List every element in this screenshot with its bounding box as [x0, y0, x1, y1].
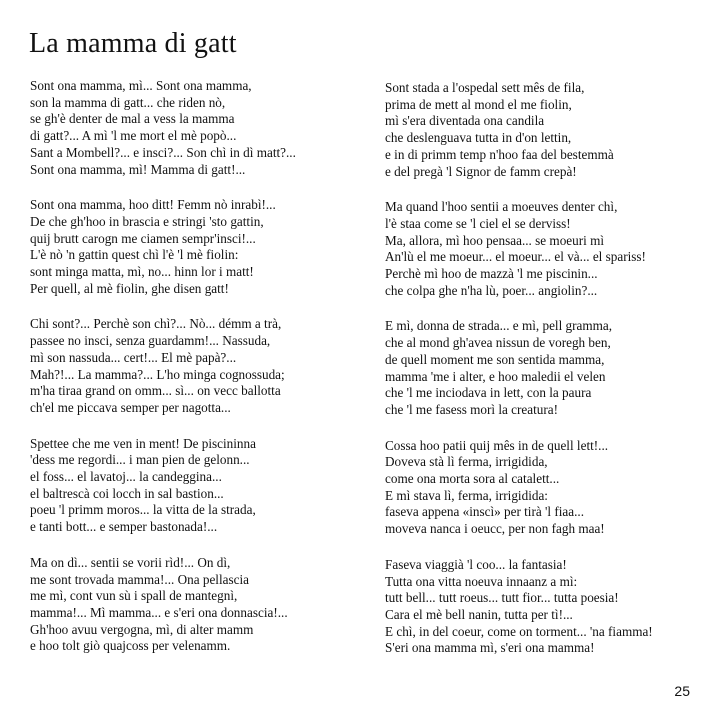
stanza: [30, 316, 360, 416]
poem-line: Per quell, al mè fiolin, ghe disen gatt!: [30, 280, 229, 296]
poem-line: passee no insci, senza guardamm!... Nassuda,: [30, 333, 271, 349]
poem-line: mì s'era diventada ona candila: [385, 113, 545, 129]
poem-line: Ma, allora, mì hoo pensaa... se moeuri mì: [385, 232, 605, 248]
poem-line: poeu 'l primm moros... la vitta de la strada,: [30, 502, 256, 518]
poem-line: Gh'hoo avuu vergogna, mì, di alter mamm: [30, 621, 254, 637]
poem-line: S'eri ona mamma mì, s'eri ona mamma!: [385, 640, 595, 656]
stanza: [385, 199, 710, 299]
poem-line: Chi sont?... Perchè son chì?... Nò... démm a trà,: [30, 316, 282, 332]
poem-line: Tutta ona vitta noeuva innaanz a mì:: [385, 573, 578, 589]
poem-line: E mì stava lì, ferma, irrigidida:: [385, 487, 548, 503]
poem-title: La mamma di gatt: [29, 28, 237, 59]
poem-line: Spettee che me ven in ment! De piscininna: [30, 435, 256, 451]
stanza: [385, 557, 710, 657]
poem-line: el foss... el lavatoj... la candeggina...: [30, 469, 222, 485]
poem-line: m'ha tiraa grand on omm... sì... on vecc ballotta: [30, 383, 281, 399]
poem-line: An'lù el me moeur... el moeur... el và... el spariss!: [385, 249, 646, 265]
poem-line: De che gh'hoo in brascia e stringi 'sto gattin,: [30, 213, 264, 229]
poem-line: quij brutt carogn me ciamen sempr'insci!...: [30, 230, 256, 246]
poem-line: che deslenguava tutta in d'on lettin,: [385, 130, 572, 146]
stanza: [30, 436, 360, 536]
poem-line: 'dess me regordi... i man pien de gelonn...: [30, 452, 250, 468]
poem-line: Sont ona mamma, hoo ditt! Femm nò inrabì!...: [30, 197, 276, 213]
poem-line: me sont trovada mamma!... Ona pellascia: [30, 571, 249, 587]
poem-line: che al mond gh'avea nissun de voregh ben,: [385, 335, 611, 351]
poem-line: faseva appena «inscì» per tirà 'l fiaa...: [385, 504, 584, 520]
stanza: [30, 197, 360, 297]
stanza: [385, 80, 710, 180]
poem-line: che 'l me inciodava in lett, con la paura: [385, 385, 592, 401]
stanza: [30, 78, 360, 178]
poem-line: me mì, cont vun sù i spall de mantegnì,: [30, 588, 238, 604]
poem-line: e tanti bott... e semper bastonada!...: [30, 519, 218, 535]
poem-line: e hoo tolt giò quajcoss per velenamm.: [30, 638, 231, 654]
poem-line: che 'l me fasess morì la creatura!: [385, 401, 558, 417]
poem-line: L'è nò 'n gattin quest chì l'è 'l mè fiolin:: [30, 247, 239, 263]
poem-line: mamma!... Mì mamma... e s'eri ona donnascia!...: [30, 604, 288, 620]
poem-line: tutt bell... tutt roeus... tutt fior... tutta poesia!: [385, 590, 619, 606]
poem-line: ch'el me piccava semper per nagotta...: [30, 399, 231, 415]
poem-line: Sont stada a l'ospedal sett mês de fila,: [385, 80, 585, 95]
poem-line: Ma on dì... sentii se vorii rìd!... On dì,: [30, 554, 231, 570]
poem-line: Perchè mì hoo de mazzà 'l me piscinin...: [385, 266, 598, 282]
poem-column-left: [30, 78, 360, 674]
poem-line: Sont ona mamma, mì... Sont ona mamma,: [30, 78, 252, 93]
poem-line: Cara el mè bell nanin, tutta per tì!...: [385, 606, 573, 622]
poem-line: Doveva stà lì ferma, irrigidida,: [385, 454, 548, 470]
poem-line: el baltrescà coi locch in sal bastion...: [30, 485, 224, 501]
poem-line: di gatt?... A mì 'l me mort el mè popò...: [30, 128, 237, 144]
poem-line: Mah?!... La mamma?... L'ho minga cognossuda;: [30, 366, 285, 382]
poem-line: e del pregà 'l Signor de famm crepà!: [385, 163, 577, 179]
poem-line: che colpa ghe n'ha lù, poer... angiolin?...: [385, 282, 598, 298]
poem-line: e in di primm temp n'hoo faa del bestemmà: [385, 146, 614, 162]
poem-line: son la mamma di gatt... che riden nò,: [30, 94, 226, 110]
poem-line: mì son nassuda... cert!... El mè papà?...: [30, 349, 237, 365]
poem-line: de quell moment me son sentida mamma,: [385, 351, 605, 367]
poem-line: E chì, in del coeur, come on torment... 'na fiamma!: [385, 623, 653, 639]
poem-line: Sant a Mombell?... e insci?... Son chì in dì matt?...: [30, 144, 296, 160]
poem-line: come ona morta sora al catalett...: [385, 471, 560, 487]
stanza: [385, 318, 710, 418]
poem-line: moveva nanca i oeucc, per non fagh maa!: [385, 521, 605, 537]
poem-line: l'è staa come se 'l ciel el se derviss!: [385, 215, 571, 231]
stanza: [30, 555, 360, 655]
poem-line: Cossa hoo patii quij mês in de quell lett!...: [385, 437, 609, 453]
poem-column-right: [385, 80, 710, 676]
poem-line: sont minga matta, mì, no... hinn lor i matt!: [30, 264, 254, 280]
poem-line: prima de mett al mond el me fiolin,: [385, 96, 572, 112]
poem-line: Ma quand l'hoo sentii a moeuves denter chì,: [385, 199, 618, 215]
page-number: 25: [674, 683, 690, 699]
poem-line: Sont ona mamma, mì! Mamma di gatt!...: [30, 161, 246, 177]
poem-line: Faseva viaggià 'l coo... la fantasia!: [385, 556, 567, 572]
poem-line: E mì, donna de strada... e mì, pell gramma,: [385, 318, 613, 334]
poem-line: mamma 'me i alter, e hoo maledii el velen: [385, 368, 606, 384]
poem-line: se gh'è denter de mal a vess la mamma: [30, 111, 235, 127]
stanza: [385, 438, 710, 538]
